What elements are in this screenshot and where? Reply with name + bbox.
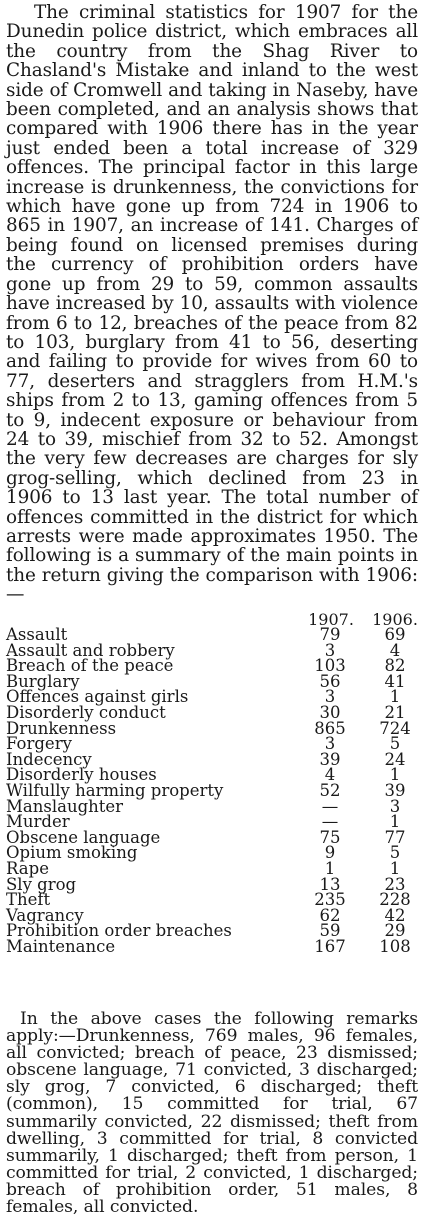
value-1907: 52 <box>319 780 341 800</box>
offence-label: Disorderly houses <box>6 765 157 785</box>
value-1907: 1 <box>324 858 336 878</box>
offence-label: Assault and robbery <box>6 640 175 660</box>
value-1907: 79 <box>319 625 341 644</box>
table-row <box>6 936 420 956</box>
value-1907: 59 <box>319 921 341 941</box>
offence-label: Disorderly conduct <box>6 702 166 722</box>
column-header-1907: 1907. <box>308 610 354 629</box>
value-1907: 30 <box>319 702 341 722</box>
value-1907: 103 <box>314 656 346 676</box>
value-1907: 167 <box>314 936 346 956</box>
column-header-1906: 1906. <box>372 610 418 629</box>
value-1906: 21 <box>384 702 406 722</box>
offences-table <box>6 612 420 954</box>
remarks-paragraph: In the above cases the following remarks apply:—Drunkenness, 769 males, 96 females, all convicted; breach of peace, 23 dismissed; obscene language, 71 convicted, 3 discharged; sly grog, 7 convicted, 6 discharged; theft (common), 15 committed for trial, 67 summarily convicted, 22 dismissed; theft from dwelling, 3 committed for trial, 8 convicted summarily, 1 discharged; theft from person, 1 committed for trial, 2 convicted, 1 discharged; breach of prohibition order, 51 males, 8 females, all convicted. <box>6 1009 418 1218</box>
value-1907: — <box>321 796 339 816</box>
value-1907: 39 <box>319 749 341 769</box>
value-1906: 1 <box>389 858 401 878</box>
value-1906: 69 <box>384 625 406 644</box>
offence-label: Assault <box>6 625 68 644</box>
value-1907: 75 <box>319 827 341 847</box>
value-1906: 77 <box>384 827 406 847</box>
offence-label: Obscene language <box>6 827 161 847</box>
offence-label: Burglary <box>6 671 80 691</box>
offence-label: Opium smoking <box>6 843 138 863</box>
offence-label: Manslaughter <box>6 796 124 816</box>
value-1906: 42 <box>384 905 406 925</box>
offence-label: Sly grog <box>6 874 77 894</box>
offence-label: Breach of the peace <box>6 656 174 676</box>
value-1906: 29 <box>384 921 406 941</box>
value-1907: 3 <box>324 734 336 754</box>
value-1906: 82 <box>384 656 406 676</box>
offence-label: Forgery <box>6 734 72 754</box>
value-1907: 13 <box>319 874 341 894</box>
offence-label: Maintenance <box>6 936 116 956</box>
offence-label: Murder <box>6 812 70 832</box>
value-1906: 3 <box>389 796 401 816</box>
value-1907: 4 <box>324 765 336 785</box>
table-header <box>6 612 420 627</box>
value-1906: 5 <box>389 734 401 754</box>
value-1907: 3 <box>324 687 336 707</box>
intro-paragraph: The criminal statistics for 1907 for the Dunedin police district, which embraces all the country from the Shag River to Chasland's Mistake and inland to the west side of Cromwell and taking in Naseby, have been completed, and an analysis shows that compared with 1906 there has in the year just ended been a total increase of 329 offences. The principal factor in this large increase is drunkenness, the convictions for which have gone up from 724 in 1906 to 865 in 1907, an increase of 141. Charges of being found on licensed premises during the currency of prohibition orders have gone up from 29 to 59, common assaults have increased by 10, assaults with violence from 6 to 12, breaches of the peace from 82 to 103, burglary from 41 to 56, deserting and failing to provide for wives from 60 to 77, deserters and stragglers from H.M.'s ships from 2 to 13, gaming offences from 5 to 9, indecent exposure or behaviour from 24 to 39, mischief from 32 to 52. Amongst the very few decreases are charges for sly grog-selling, which declined from 23 in 1906 to 13 last year. The total number of offences committed in the district for which arrests were made approximates 1950. The following is a summary of the main points in the return giving the comparison with 1906:— <box>6 2 418 606</box>
value-1906: 4 <box>389 640 401 660</box>
offence-label: Vagrancy <box>6 905 84 925</box>
value-1906: 5 <box>389 843 401 863</box>
value-1906: 39 <box>384 780 406 800</box>
value-1907: 3 <box>324 640 336 660</box>
value-1907: 56 <box>319 671 341 691</box>
offence-label: Drunkenness <box>6 718 117 738</box>
offence-label: Rape <box>6 858 49 878</box>
value-1907: 9 <box>324 843 336 863</box>
value-1907: 62 <box>319 905 341 925</box>
value-1907: 865 <box>314 718 346 738</box>
value-1906: 23 <box>384 874 406 894</box>
table-row <box>6 874 420 894</box>
value-1906: 108 <box>379 936 411 956</box>
table-body <box>6 627 420 954</box>
offence-label: Theft <box>6 890 51 910</box>
value-1906: 228 <box>379 890 411 910</box>
value-1906: 41 <box>384 671 406 691</box>
offence-label: Offences against girls <box>6 687 189 707</box>
value-1906: 1 <box>389 765 401 785</box>
offence-label: Prohibition order breaches <box>6 921 232 941</box>
value-1906: 724 <box>379 718 411 738</box>
table-row <box>6 845 420 861</box>
value-1906: 1 <box>389 687 401 707</box>
value-1906: 1 <box>389 812 401 832</box>
value-1906: 24 <box>384 749 406 769</box>
offence-label: Wilfully harming property <box>6 780 224 800</box>
value-1907: 235 <box>314 890 346 910</box>
value-1907: — <box>321 812 339 832</box>
offence-label: Indecency <box>6 749 92 769</box>
